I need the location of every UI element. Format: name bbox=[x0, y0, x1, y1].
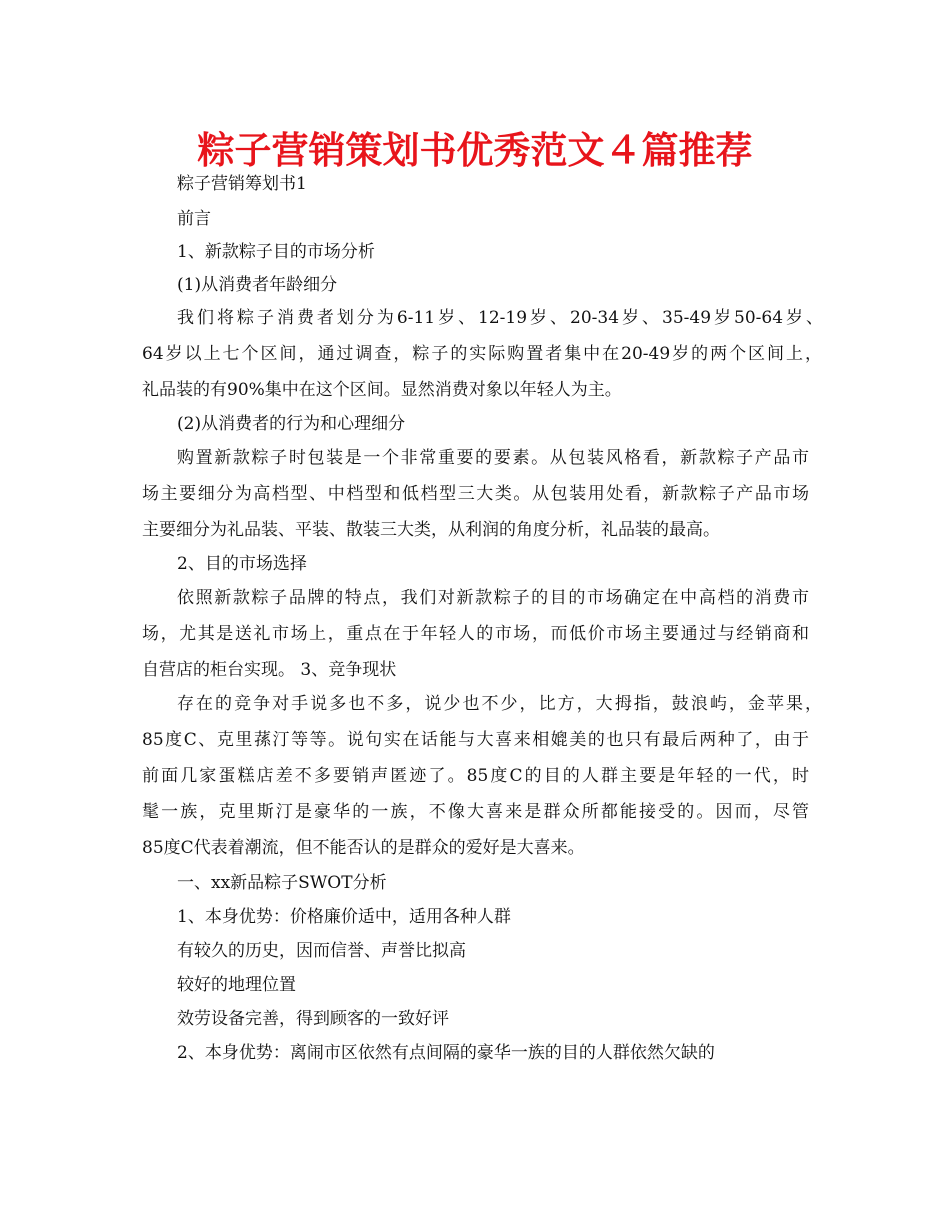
text-line: 粽子营销筹划书1 bbox=[177, 174, 307, 194]
text-line: 髦一族，克里斯汀是豪华的一族，不像大喜来是群众所都能接受的。因而，尽管 bbox=[142, 802, 809, 822]
text-line: 前面几家蛋糕店差不多要销声匿迹了。85度C的目的人群主要是年轻的一代，时 bbox=[142, 766, 809, 786]
text-line: 购置新款粽子时包装是一个非常重要的要素。从包装风格看，新款粽子产品市 bbox=[177, 448, 809, 468]
text-line: 1、本身优势：价格廉价适中，适用各种人群 bbox=[177, 907, 511, 927]
text-line: 前言 bbox=[177, 209, 211, 229]
text-line: 一、xx新品粽子SWOT分析 bbox=[177, 873, 387, 893]
text-line: 自营店的柜台实现。 3、竞争现状 bbox=[142, 660, 397, 680]
text-line: 2、目的市场选择 bbox=[177, 554, 307, 574]
text-line: 1、新款粽子目的市场分析 bbox=[177, 242, 375, 262]
text-line: 效劳设备完善，得到顾客的一致好评 bbox=[177, 1009, 449, 1029]
text-line: 场，尤其是送礼市场上，重点在于年轻人的市场，而低价市场主要通过与经销商和 bbox=[142, 624, 809, 644]
text-line: 礼品装的有90%集中在这个区间。显然消费对象以年轻人为主。 bbox=[142, 380, 622, 400]
text-line: 较好的地理位置 bbox=[177, 975, 296, 995]
text-line: 85度C代表着潮流，但不能否认的是群众的爱好是大喜来。 bbox=[142, 838, 585, 858]
text-line: 85度C、克里蓀汀等等。说句实在话能与大喜来相媲美的也只有最后两种了，由于 bbox=[142, 730, 809, 750]
text-line: (1)从消费者年龄细分 bbox=[177, 275, 338, 295]
text-line: 我们将粽子消费者划分为6-11岁、12-19岁、20-34岁、35-49岁50-64岁、 bbox=[177, 308, 823, 328]
text-line: 2、本身优势：离闹市区依然有点间隔的豪华一族的目的人群依然欠缺的 bbox=[177, 1043, 715, 1063]
text-line: 场主要细分为高档型、中档型和低档型三大类。从包装用处看，新款粽子产品市场 bbox=[142, 484, 809, 504]
text-line: 存在的竞争对手说多也不多，说少也不少，比方，大拇指，鼓浪屿，金苹果， bbox=[177, 694, 822, 714]
text-line: (2)从消费者的行为和心理细分 bbox=[177, 414, 406, 434]
text-line: 有较久的历史，因而信誉、声誉比拟高 bbox=[177, 941, 466, 961]
text-line: 依照新款粽子品牌的特点，我们对新款粽子的目的市场确定在中高档的消费市 bbox=[177, 588, 809, 608]
document-title: 粽子营销策划书优秀范文４篇推荐 bbox=[197, 129, 753, 172]
text-line: 64岁以上七个区间，通过调查，粽子的实际购置者集中在20-49岁的两个区间上， bbox=[142, 344, 822, 364]
text-line: 主要细分为礼品装、平装、散装三大类，从利润的角度分析，礼品装的最高。 bbox=[142, 520, 720, 540]
